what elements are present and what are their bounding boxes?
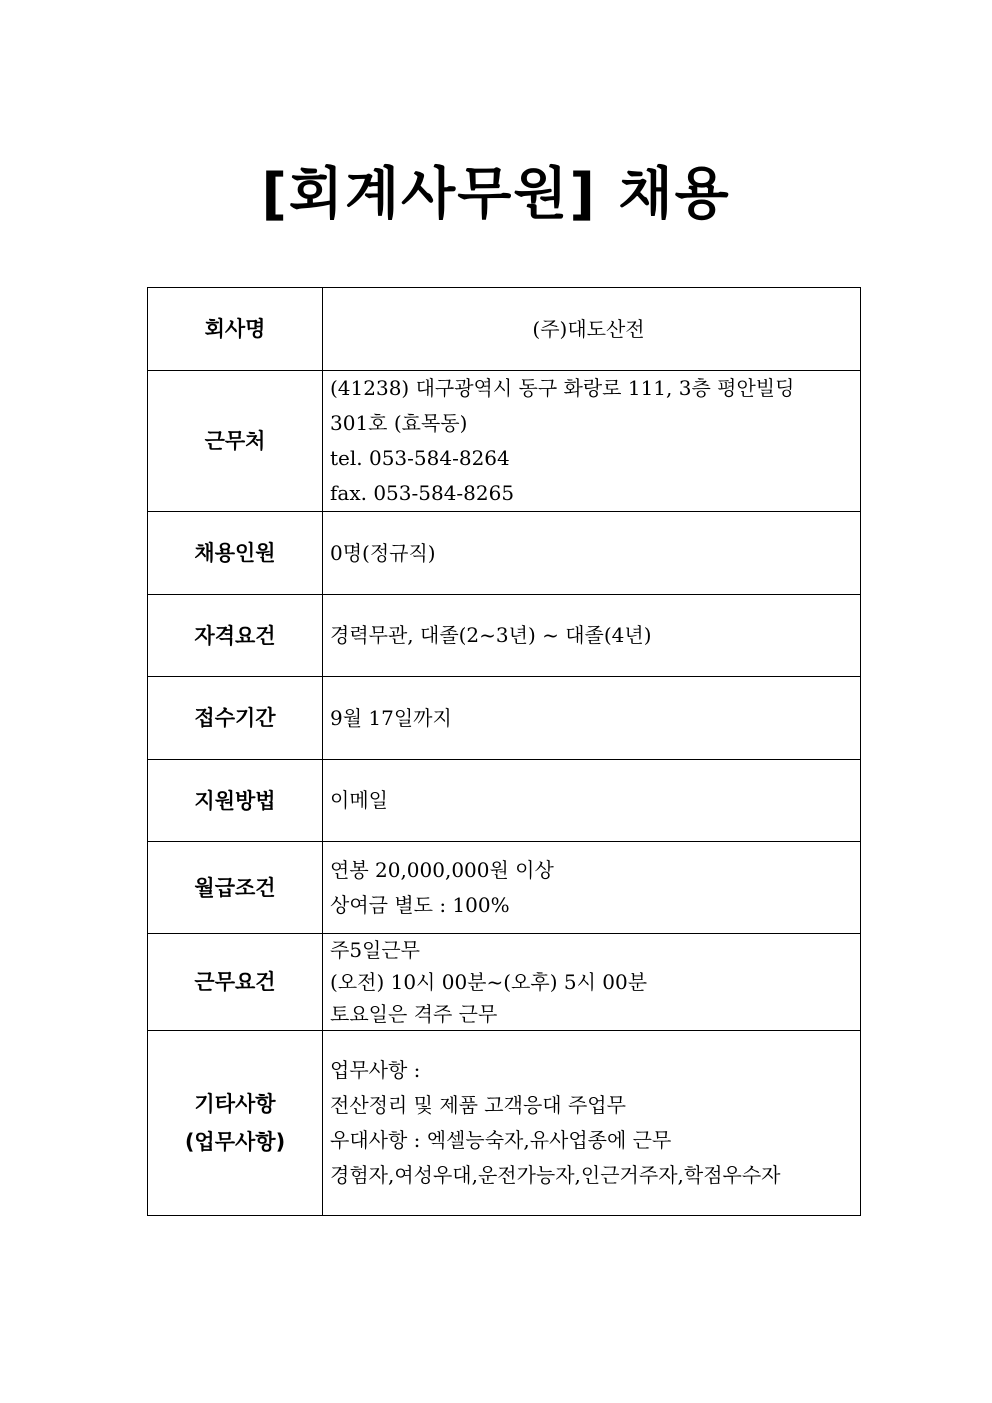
label-headcount: 채용인원 xyxy=(148,512,323,595)
workplace-fax: fax. 053-584-8265 xyxy=(330,481,515,505)
table-row-work-conditions xyxy=(148,934,861,1031)
workplace-address-line1: (41238) 대구광역시 동구 화랑로 111, 3층 평안빌딩 xyxy=(330,376,795,400)
label-qualification: 자격요건 xyxy=(148,595,323,677)
label-work-conditions: 근무요건 xyxy=(148,934,323,1031)
value-work-conditions: 주5일근무 (오전) 10시 00분~(오후) 5시 00분 토요일은 격주 근무 xyxy=(323,934,861,1031)
table-row-apply-method xyxy=(148,760,861,842)
label-workplace: 근무처 xyxy=(148,371,323,512)
job-info-table xyxy=(147,287,861,1216)
value-other: 업무사항 : 전산정리 및 제품 고객응대 주업무 우대사항 : 엑셀능숙자,유사업종에 근무 경험자,여성우대,운전가능자,인근거주자,학점우수자 xyxy=(323,1031,861,1216)
label-apply-method: 지원방법 xyxy=(148,760,323,842)
value-deadline: 9월 17일까지 xyxy=(323,677,861,760)
table-row-deadline xyxy=(148,677,861,760)
label-deadline: 접수기간 xyxy=(148,677,323,760)
value-headcount: 0명(정규직) xyxy=(323,512,861,595)
value-qualification: 경력무관, 대졸(2~3년) ~ 대졸(4년) xyxy=(323,595,861,677)
value-workplace xyxy=(323,371,861,512)
table-row-headcount xyxy=(148,512,861,595)
label-salary: 월급조건 xyxy=(148,842,323,934)
table-row-workplace xyxy=(148,371,861,512)
value-apply-method: 이메일 xyxy=(323,760,861,842)
value-salary: 연봉 20,000,000원 이상 상여금 별도 : 100% xyxy=(323,842,861,934)
label-company: 회사명 xyxy=(148,288,323,371)
table-row-salary xyxy=(148,842,861,934)
table-row-company xyxy=(148,288,861,371)
table-row-qualification xyxy=(148,595,861,677)
label-other: 기타사항 (업무사항) xyxy=(148,1031,323,1216)
workplace-address-line2: 301호 (효목동) xyxy=(330,411,468,435)
table-row-other xyxy=(148,1031,861,1216)
workplace-tel: tel. 053-584-8264 xyxy=(330,446,510,470)
page-title: [회계사무원] 채용 xyxy=(261,162,731,227)
value-company: (주)대도산전 xyxy=(323,288,861,371)
